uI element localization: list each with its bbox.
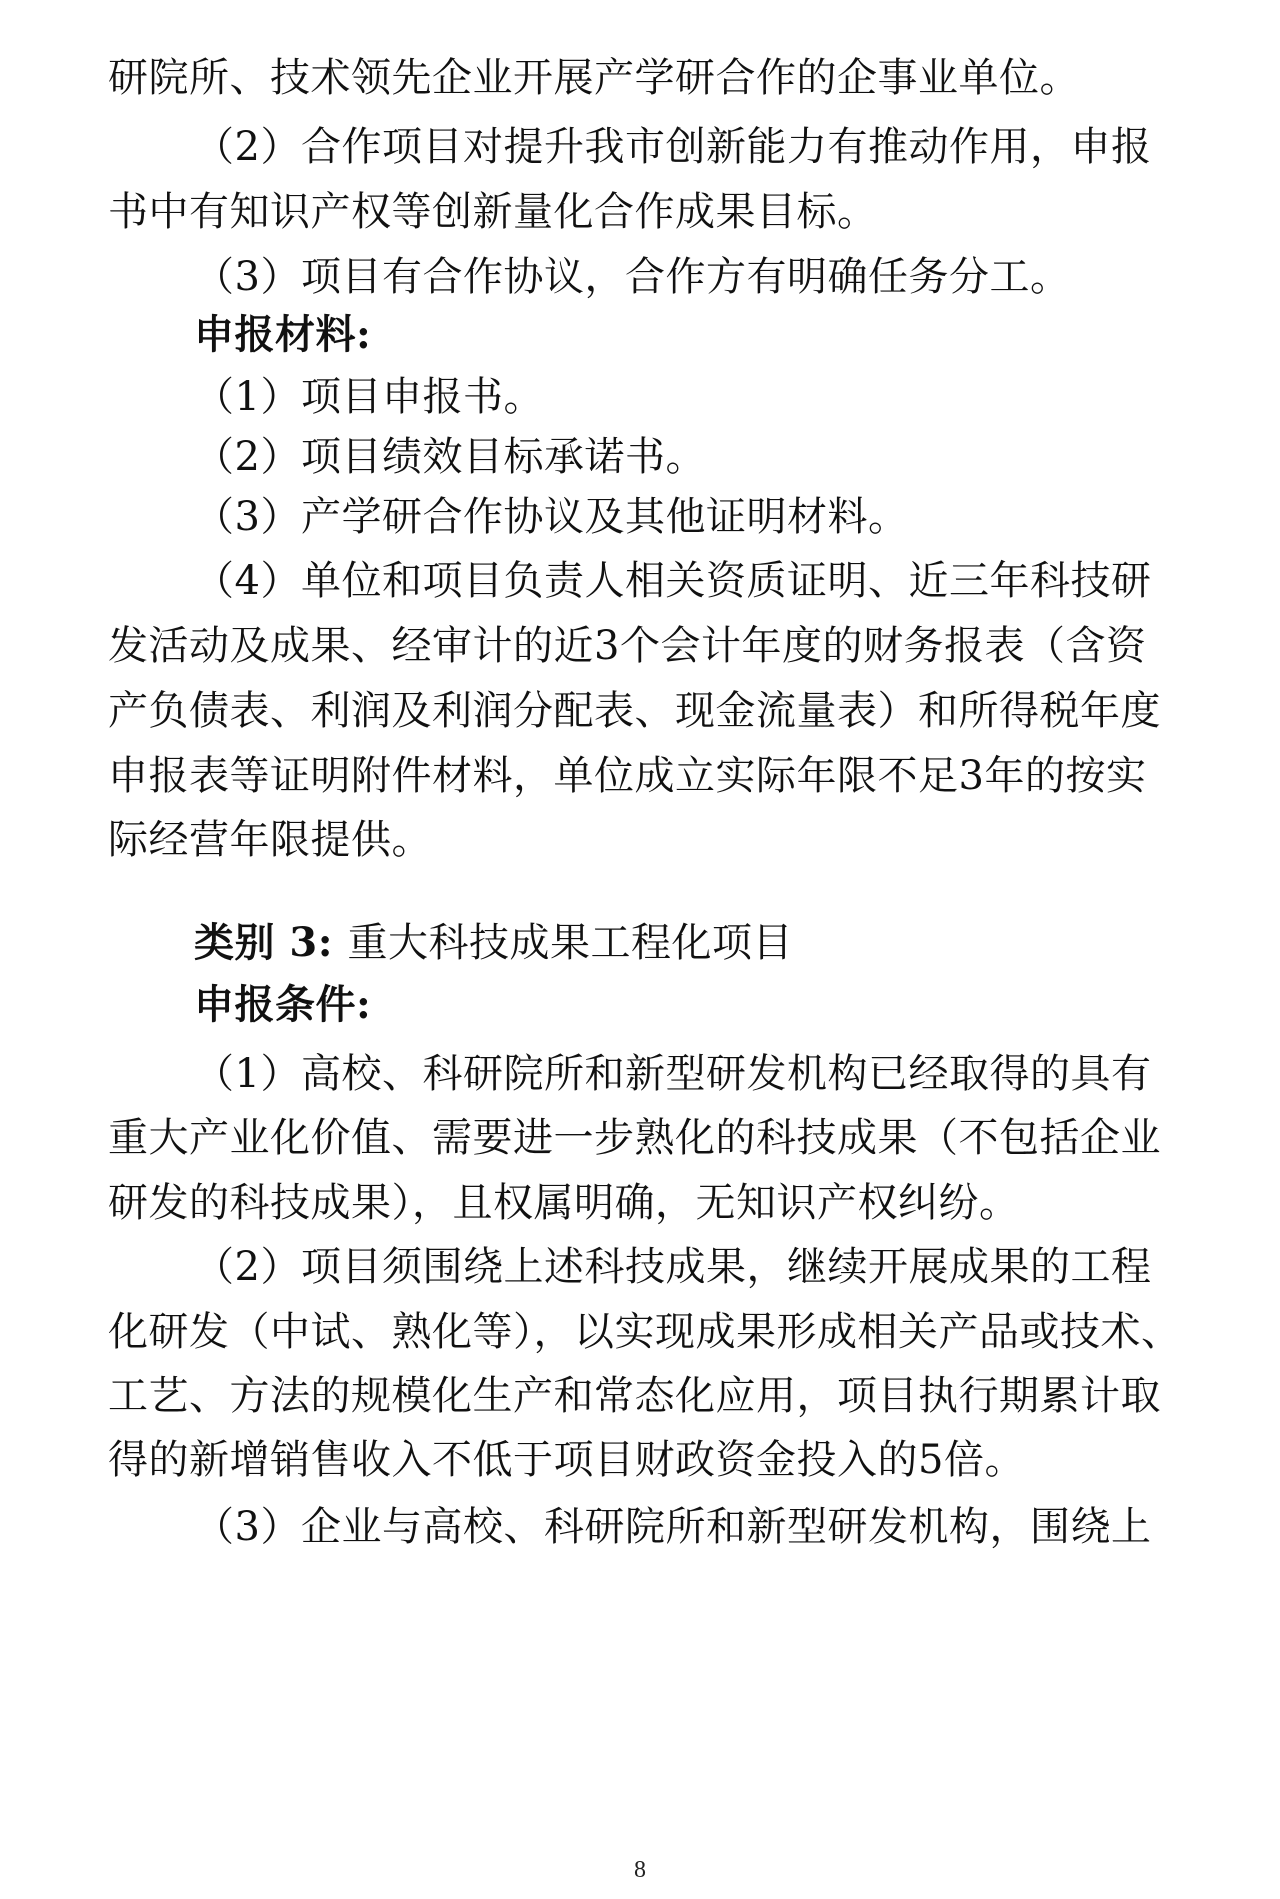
body-line-20: （3）企业与高校、科研院所和新型研发机构，围绕上	[194, 1504, 1152, 1550]
body-line-14: 重大产业化价值、需要进一步熟化的科技成果（不包括企业	[108, 1115, 1161, 1161]
category-title: 重大科技成果工程化项目	[347, 920, 793, 966]
body-line-10: 产负债表、利润及利润分配表、现金流量表）和所得税年度	[108, 688, 1161, 734]
page-number: 8	[634, 1857, 646, 1883]
body-line-12: 际经营年限提供。	[108, 817, 432, 863]
category-label: 类别 3:	[194, 919, 334, 966]
body-line-18: 工艺、方法的规模化生产和常态化应用，项目执行期累计取	[108, 1373, 1161, 1419]
body-line-6: （2）项目绩效目标承诺书。	[194, 434, 706, 480]
section-heading-conditions: 申报条件:	[194, 981, 372, 1028]
body-line-5: （1）项目申报书。	[194, 374, 544, 420]
section-heading-materials: 申报材料:	[194, 311, 372, 358]
body-line-16: （2）项目须围绕上述科技成果，继续开展成果的工程	[194, 1244, 1152, 1290]
body-line-2: （2）合作项目对提升我市创新能力有推动作用，申报	[194, 124, 1152, 170]
body-line-15: 研发的科技成果），且权属明确，无知识产权纠纷。	[108, 1180, 1020, 1226]
body-line-3: 书中有知识产权等创新量化合作成果目标。	[108, 189, 878, 235]
body-line-9: 发活动及成果、经审计的近3个会计年度的财务报表（含资	[108, 623, 1147, 669]
body-line-19: 得的新增销售收入不低于项目财政资金投入的5倍。	[108, 1437, 1025, 1483]
category-heading	[194, 919, 793, 966]
body-line-1: 研院所、技术领先企业开展产学研合作的企事业单位。	[108, 55, 1080, 101]
body-line-13: （1）高校、科研院所和新型研发机构已经取得的具有	[194, 1051, 1152, 1097]
body-line-17: 化研发（中试、熟化等），以实现成果形成相关产品或技术、	[108, 1309, 1182, 1355]
body-line-11: 申报表等证明附件材料，单位成立实际年限不足3年的按实	[108, 753, 1147, 799]
body-line-4: （3）项目有合作协议，合作方有明确任务分工。	[194, 254, 1071, 300]
body-line-8: （4）单位和项目负责人相关资质证明、近三年科技研	[194, 558, 1152, 604]
body-line-7: （3）产学研合作协议及其他证明材料。	[194, 494, 909, 540]
